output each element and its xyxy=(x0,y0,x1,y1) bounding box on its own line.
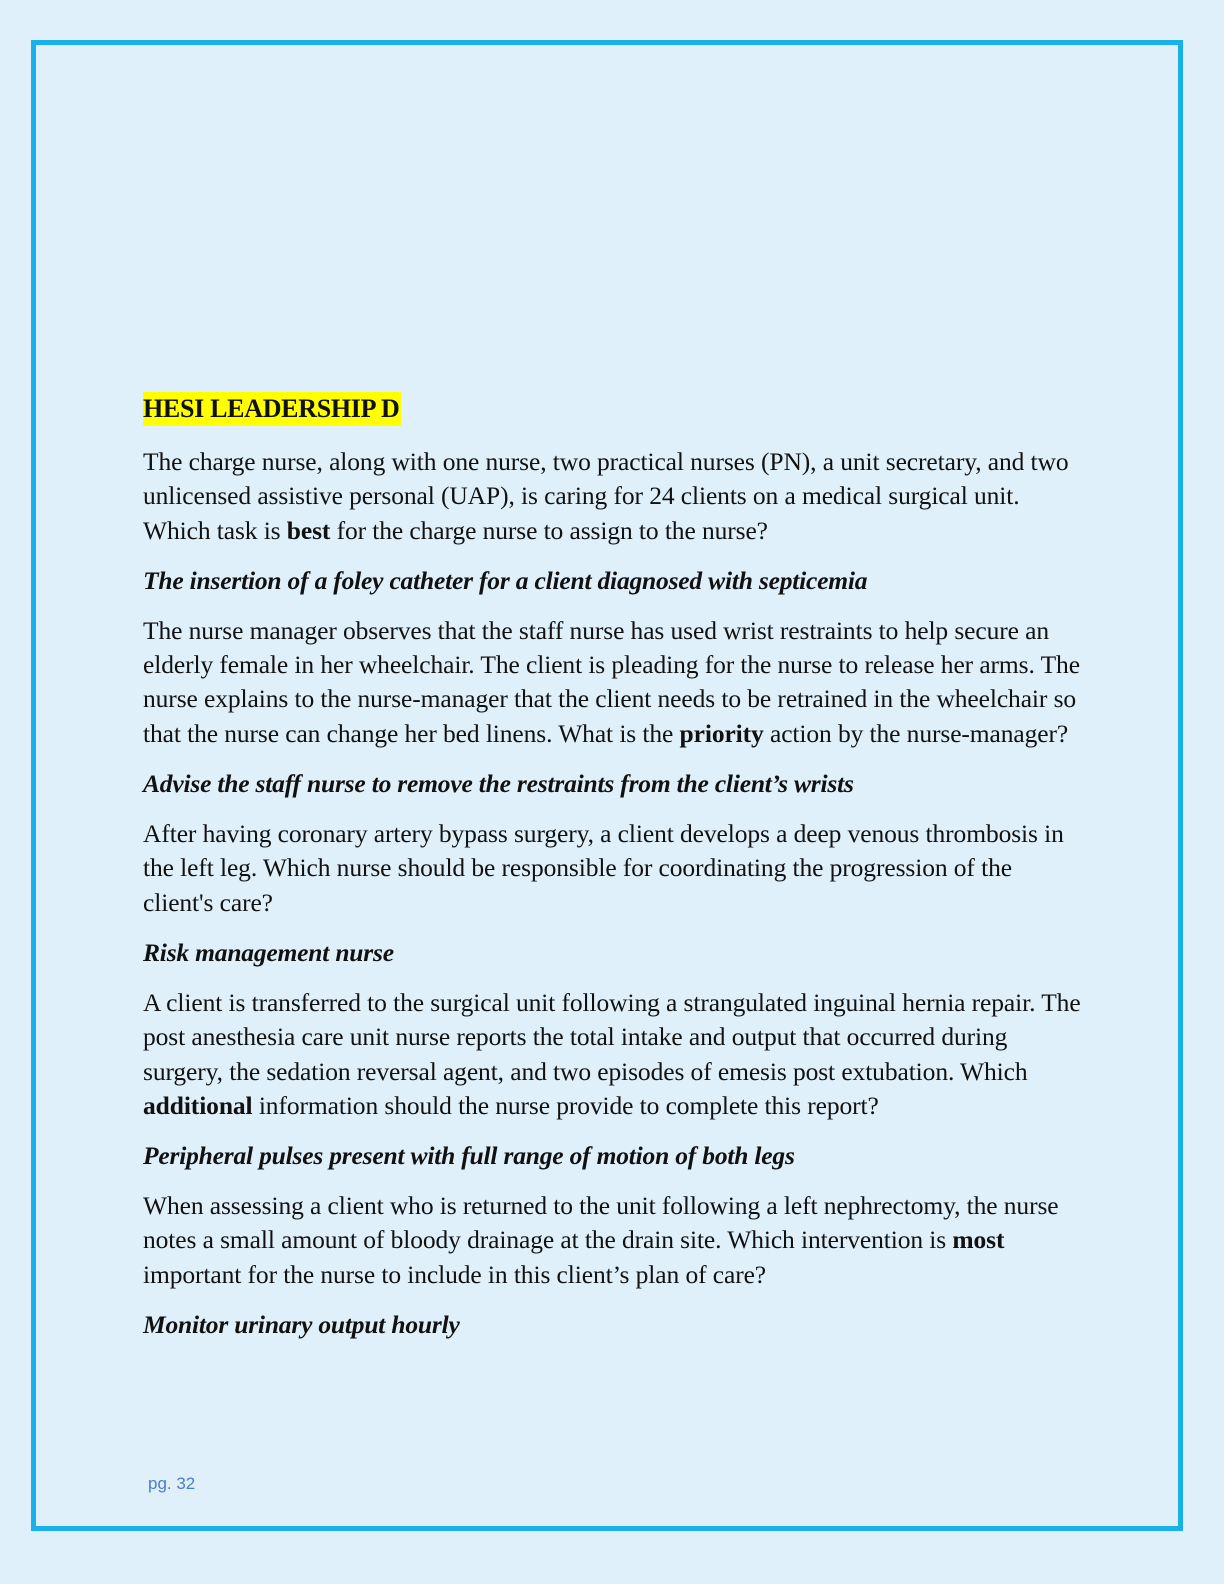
answer-2: Advise the staff nurse to remove the restraints from the client’s wrists xyxy=(143,769,854,799)
question-2: The nurse manager observes that the staff nurse has used wrist restraints to help secure an elderly female in her wheelchair. The client is pleading for the nurse to release her arms. The nurse explains to the nurse-manager that the client needs to be retrained in the wheelchair so that the nurse can change her bed linens. What is the priority action by the nurse-manager? xyxy=(143,615,1080,748)
question-3: After having coronary artery bypass surgery, a client develops a deep venous thrombosis in the left leg. Which nurse should be responsible for coordinating the progression of the client's care? xyxy=(143,819,1064,917)
answer-5: Monitor urinary output hourly xyxy=(143,1310,460,1340)
page-number: pg. 32 xyxy=(148,1474,196,1493)
answer-4: Peripheral pulses present with full range of motion of both legs xyxy=(143,1141,795,1171)
answer-1: The insertion of a foley catheter for a client diagnosed with septicemia xyxy=(143,565,868,595)
question-5: When assessing a client who is returned to the unit following a left nephrectomy, the nurse notes a small amount of bloody drainage at the drain site. Which intervention is most important for the nurse to include in this client’s plan of care? xyxy=(143,1191,1059,1289)
answer-3: Risk management nurse xyxy=(143,937,394,967)
page-title: HESI LEADERSHIP D xyxy=(143,392,401,426)
question-1: The charge nurse, along with one nurse, two practical nurses (PN), a unit secretary, and two unlicensed assistive personal (UAP), is caring for 24 clients on a medical surgical unit. Which task is best for the charge nurse to assign to the nurse? xyxy=(143,447,1069,545)
question-4: A client is transferred to the surgical unit following a strangulated inguinal hernia repair. The post anesthesia care unit nurse reports the total intake and output that occurred during surgery, the sedation reversal agent, and two episodes of emesis post extubation. Which additional information should the nurse provide to complete this report? xyxy=(143,987,1081,1120)
document-body xyxy=(143,392,1083,1358)
